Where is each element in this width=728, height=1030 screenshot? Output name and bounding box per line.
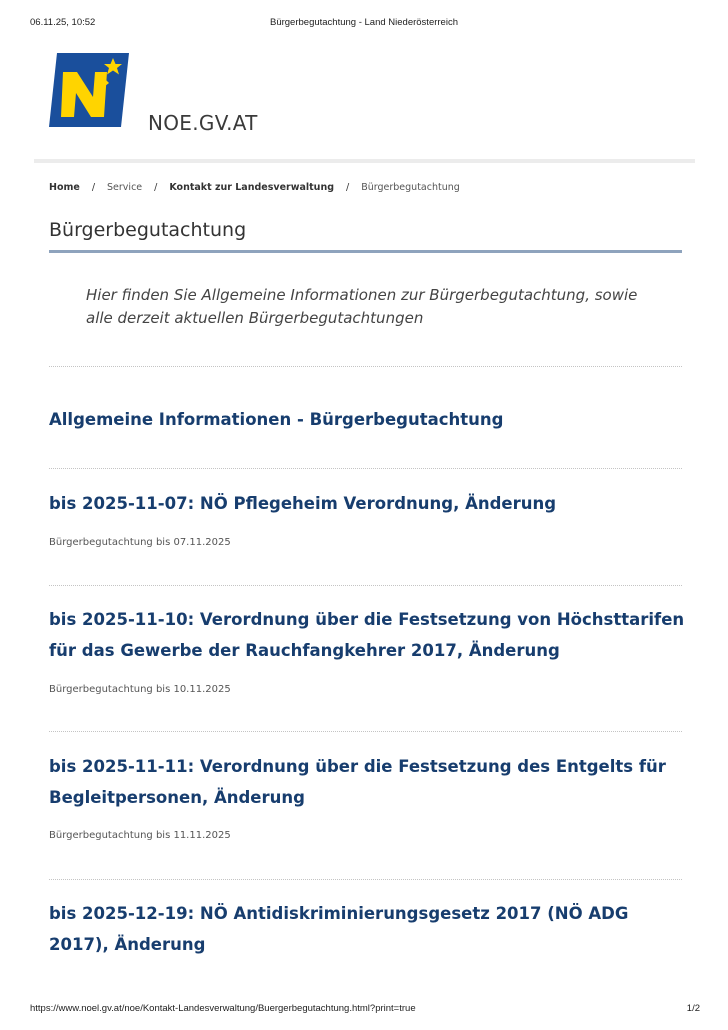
header-divider [34,159,695,163]
print-url: https://www.noel.gv.at/noe/Kontakt-Landesverwaltung/Buergerbegutachtung.html?print=true [30,1003,416,1014]
divider [49,468,682,469]
entry-link-rauchfangkehrer-tarife[interactable]: bis 2025-11-10: Verordnung über die Festsetzung von Höchsttarifen für das Gewerbe der Rauchfangkehrer 2017, Änderung [49,610,685,660]
divider [49,879,682,880]
entry-link-allgemeine-informationen[interactable]: Allgemeine Informationen - Bürgerbegutachtung [49,410,504,429]
noe-logo-n-star-icon [49,53,129,127]
divider [49,366,682,367]
divider [49,731,682,732]
entry-subtitle: Bürgerbegutachtung bis 10.11.2025 [49,684,231,695]
print-footer [0,1003,728,1017]
print-document-title: Bürgerbegutachtung - Land Niederösterreich [269,17,458,28]
breadcrumb-service[interactable]: Service [107,182,143,193]
noe-logo-link[interactable] [49,53,129,127]
entry-link-antidiskriminierungsgesetz[interactable]: bis 2025-12-19: NÖ Antidiskriminierungsgesetz 2017 (NÖ ADG 2017), Änderung [49,904,629,954]
print-page-number: 1/2 [686,1003,700,1014]
divider [49,585,682,586]
breadcrumb-home[interactable]: Home [49,182,80,193]
entry-link-begleitpersonen-entgelt[interactable]: bis 2025-11-11: Verordnung über die Festsetzung des Entgelts für Begleitpersonen, Änderung [49,757,666,807]
breadcrumb [49,182,460,193]
entry-subtitle: Bürgerbegutachtung bis 11.11.2025 [49,830,231,841]
entry-link-pflegeheim-verordnung[interactable]: bis 2025-11-07: NÖ Pflegeheim Verordnung, Änderung [49,494,557,513]
breadcrumb-current: Bürgerbegutachtung [361,182,460,193]
breadcrumb-separator: / [91,182,96,193]
site-name: NOE.GV.AT [148,111,258,135]
print-header [0,17,728,31]
breadcrumb-separator: / [346,182,350,193]
title-underline [49,250,682,253]
breadcrumb-separator: / [154,182,158,193]
intro-text: Hier finden Sie Allgemeine Informationen zur Bürgerbegutachtung, sowie alle derzeit aktuellen Bürgerbegutachtungen [86,286,638,327]
page-title: Bürgerbegutachtung [49,219,247,241]
entry-subtitle: Bürgerbegutachtung bis 07.11.2025 [49,537,231,548]
breadcrumb-kontakt[interactable]: Kontakt zur Landesverwaltung [169,182,335,193]
print-datetime: 06.11.25, 10:52 [30,17,96,28]
